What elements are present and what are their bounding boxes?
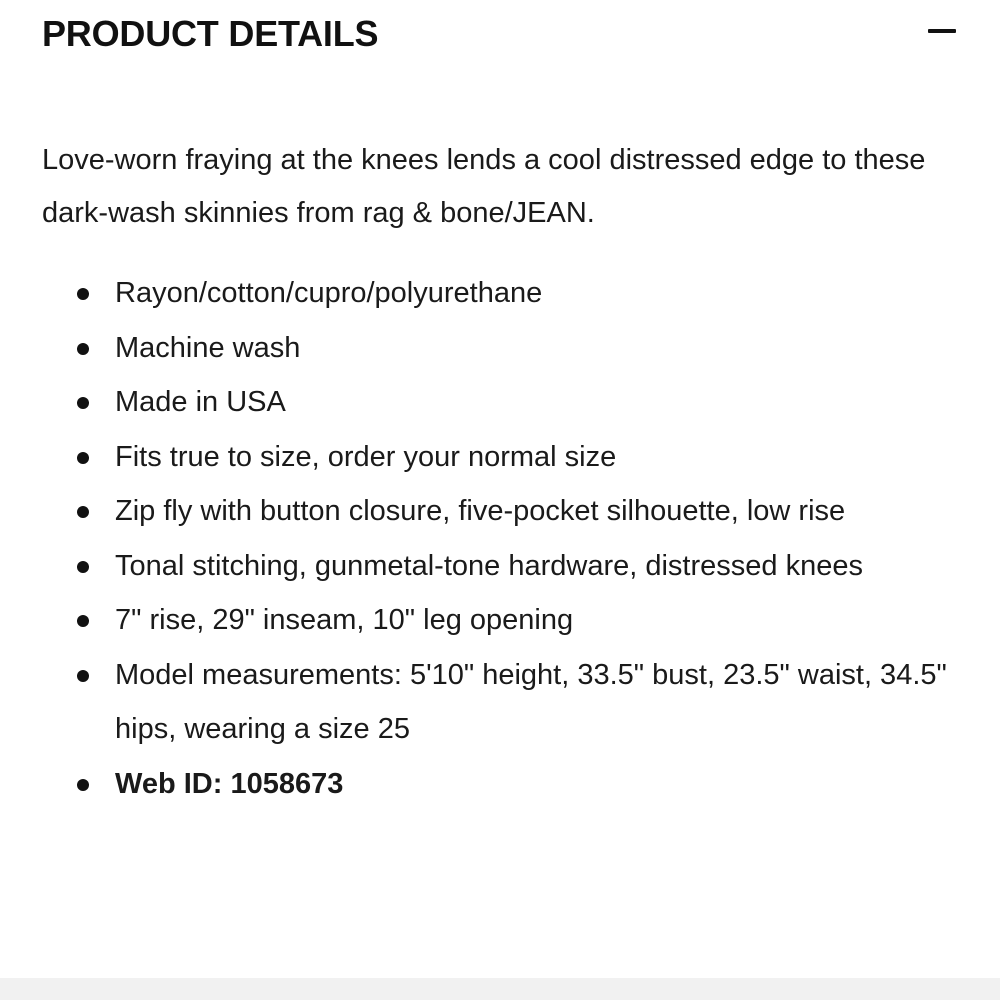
bullet-icon — [77, 670, 89, 682]
feature-item-web-id — [0, 757, 960, 812]
product-description: Love-worn fraying at the knees lends a cool distressed edge to these dark-wash skinnies from rag & bone/JEAN. — [42, 144, 926, 229]
feature-text: 7" rise, 29" inseam, 10" leg opening — [115, 604, 574, 636]
bullet-icon — [77, 561, 89, 573]
bullet-icon — [77, 615, 89, 627]
feature-text: Made in USA — [115, 386, 286, 418]
bullet-icon — [77, 397, 89, 409]
feature-text: Fits true to size, order your normal size — [115, 440, 617, 473]
feature-item — [0, 539, 960, 594]
bullet-icon — [77, 779, 89, 791]
feature-item — [0, 321, 960, 376]
feature-item — [0, 648, 960, 757]
feature-item — [0, 375, 960, 430]
footer-strip — [0, 978, 1000, 1000]
bullet-icon — [77, 452, 89, 464]
feature-item — [0, 266, 960, 321]
feature-text: Rayon/cotton/cupro/polyurethane — [115, 277, 543, 309]
web-id-text: Web ID: 1058673 — [115, 767, 344, 800]
bullet-icon — [77, 343, 89, 355]
feature-item — [0, 430, 960, 485]
feature-list — [0, 266, 960, 811]
minus-icon — [928, 29, 956, 33]
collapse-button[interactable] — [918, 12, 958, 52]
feature-text: Model measurements: 5'10" height, 33.5" bust, 23.5" waist, 34.5" hips, wearing a size 25 — [115, 658, 947, 745]
bullet-icon — [77, 506, 89, 518]
feature-item — [0, 593, 960, 648]
product-details-header[interactable] — [42, 12, 958, 60]
feature-text: Tonal stitching, gunmetal-tone hardware, distressed knees — [115, 549, 863, 582]
section-title: PRODUCT DETAILS — [42, 13, 379, 54]
feature-text: Machine wash — [115, 331, 301, 364]
feature-item — [0, 484, 960, 539]
feature-text: Zip fly with button closure, five-pocket silhouette, low rise — [115, 495, 846, 527]
bullet-icon — [77, 288, 89, 300]
